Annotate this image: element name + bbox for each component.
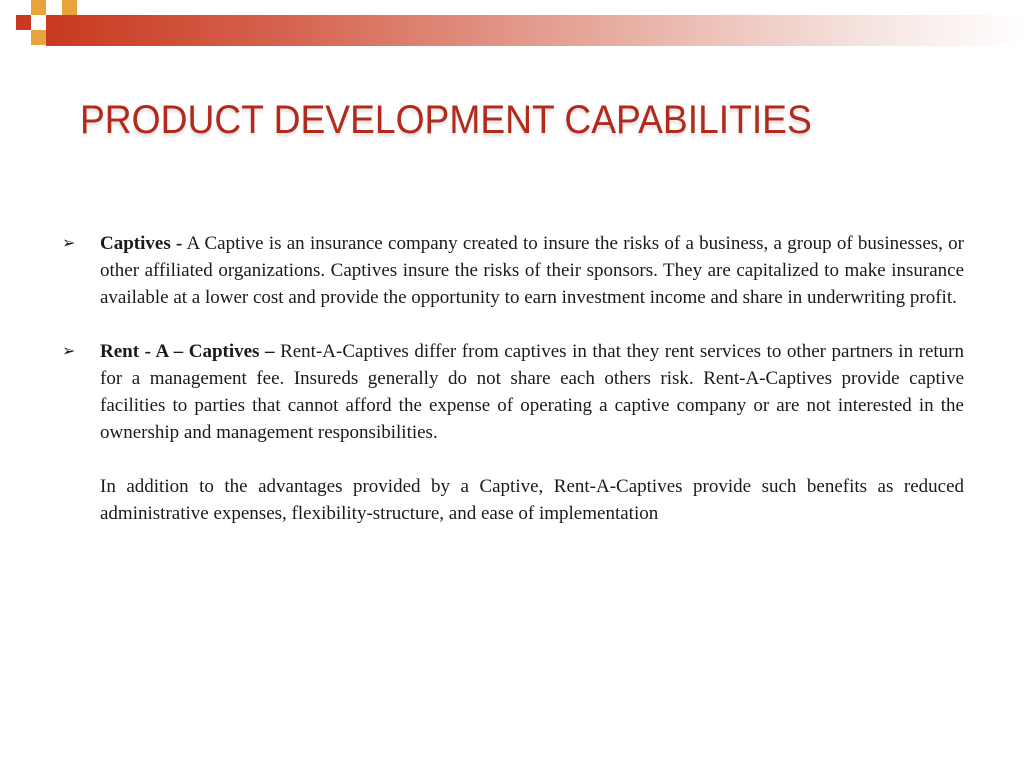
bullet-captives bbox=[62, 230, 964, 311]
slide-body bbox=[62, 230, 964, 527]
decor-square bbox=[62, 0, 77, 15]
decor-square bbox=[16, 15, 31, 30]
slide-title: PRODUCT DEVELOPMENT CAPABILITIES bbox=[80, 98, 812, 142]
bullet-rent-a-captives bbox=[62, 338, 964, 446]
decor-square bbox=[31, 0, 46, 15]
arrow-bullet-icon: ➢ bbox=[62, 235, 76, 252]
decor-square bbox=[31, 30, 46, 45]
bullet-term: Captives - bbox=[100, 233, 183, 254]
closing-paragraph: In addition to the advantages provided by a Captive, Rent-A-Captives provide such benefits as reduced administrative expenses, flexibility-structure, and ease of implementation bbox=[100, 476, 964, 524]
arrow-bullet-icon: ➢ bbox=[62, 343, 76, 360]
bullet-text: A Captive is an insurance company created to insure the risks of a business, a group of businesses, or other affiliated organizations. Captives insure the risks of their sponsors. They are capitalized to make insurance available at a lower cost and provide the opportunity to earn investment income and share in underwriting profit. bbox=[100, 233, 964, 308]
bullet-text: Rent-A-Captives differ from captives in that they rent services to other partners in return for a management fee. Insureds generally do not share each others risk. Rent-A-Captives provide captive facilities to parties that cannot afford the expense of operating a captive company or are not interested in the ownership and management responsibilities. bbox=[100, 341, 964, 443]
bullet-term: Rent - A – Captives – bbox=[100, 341, 275, 362]
header-gradient-bar bbox=[46, 15, 1024, 46]
